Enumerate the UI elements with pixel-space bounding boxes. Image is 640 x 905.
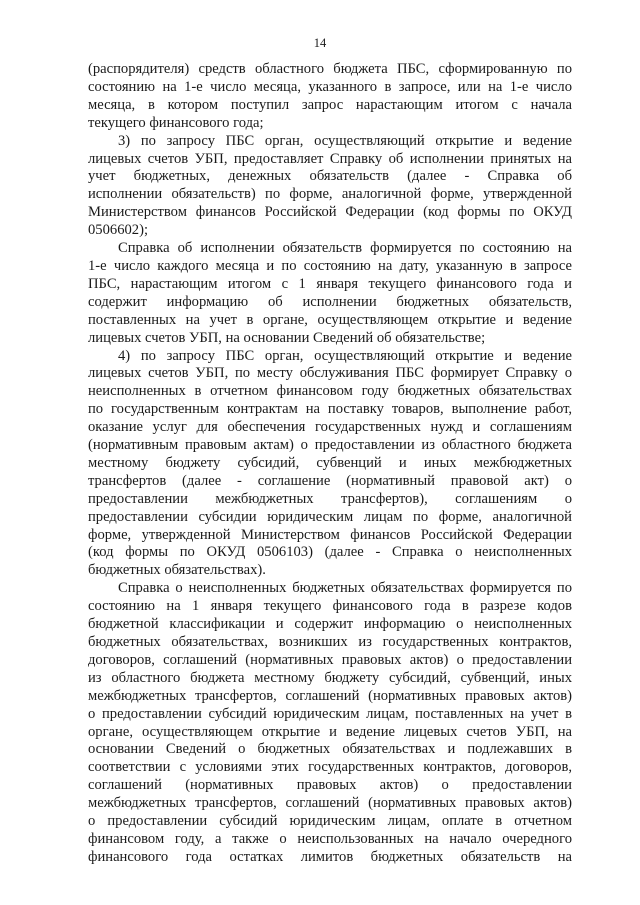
text-line: 4) по запросу ПБС орган, осуществляющий открытие и ведение — [118, 347, 572, 364]
text-line: трансфертов (далее - соглашение (нормативный правовой акт) о — [88, 472, 572, 489]
text-line: лицевых счетов УБП, по месту обслуживания ПБС формирует Справку о — [88, 365, 572, 382]
text-line: лицевых счетов УБП, предоставляет Справку об исполнении принятых на — [88, 150, 572, 167]
paragraph-item-4 — [88, 348, 572, 581]
page-number: 14 — [313, 36, 327, 50]
text-line: 0506602); — [88, 222, 148, 239]
text-line: межбюджетных трансфертов, соглашений (нормативных правовых актов) — [88, 687, 572, 704]
text-line: форме, утвержденной Министерством финансов Российской Федерации — [88, 526, 572, 543]
text-line: лицевых счетов УБП, на основании Сведений об обязательстве; — [88, 329, 486, 346]
text-line: бюджетных обязательствах, возникших из государственных контрактов, — [88, 634, 572, 650]
paragraph-unfulfilled-report — [88, 580, 572, 867]
text-line: (распорядителя) средств областного бюджета ПБС, сформированную по — [88, 61, 572, 77]
text-line: финансового года остатках лимитов бюджетных обязательств на — [88, 848, 572, 865]
text-line: основании Сведений о бюджетных обязательствах и подлежавших в — [88, 741, 572, 758]
text-line: оказание услуг для обеспечения государственных нужд и соглашениям — [88, 419, 572, 436]
text-line: о предоставлении субсидий юридическим лицам, поставленных на учет в — [88, 705, 572, 722]
text-line: соглашений (нормативных правовых актов) о предоставлении — [88, 777, 572, 794]
text-line: предоставлении субсидии юридическим лицам по форме, аналогичной — [88, 508, 572, 525]
text-line: состоянию на 1 января текущего финансового года в разрезе кодов — [88, 598, 572, 615]
text-line: ПБС, нарастающим итогом с 1 января текущего финансового года и — [88, 275, 572, 292]
text-line: поставленных на учет в органе, осуществляющем открытие и ведение — [88, 311, 572, 328]
text-line: о предоставлении субсидий юридическим лицам, оплате в отчетном — [88, 813, 572, 830]
text-line: Справка об исполнении обязательств формируется по состоянию на — [118, 240, 572, 257]
paragraph-obligations-report — [88, 240, 572, 347]
text-line: 1-е число каждого месяца и по состоянию на дату, указанную в запросе — [88, 257, 572, 274]
document-body — [88, 61, 572, 867]
text-line: учет бюджетных, денежных обязательств (далее - Справка об — [88, 168, 572, 185]
text-line: Министерством финансов Российской Федерации (код формы по ОКУД — [88, 204, 572, 221]
text-line: Справка о неисполненных бюджетных обязательствах формируется по — [118, 580, 572, 597]
text-line: (код формы по ОКУД 0506103) (далее - Справка о неисполненных — [88, 544, 572, 561]
paragraph-continuation — [88, 61, 572, 133]
text-line: по государственным контрактам на поставку товаров, выполнение работ, — [88, 401, 572, 418]
text-line: местному бюджету субсидий, субвенций и иных межбюджетных — [88, 454, 572, 471]
text-line: предоставлении межбюджетных трансфертов), соглашениям о — [88, 490, 572, 507]
text-line: состоянию на 1-е число месяца, указанного в запросе, или на 1-е число — [88, 78, 572, 95]
text-line: финансовом году, а также о неиспользованных на начало очередного — [88, 830, 572, 847]
paragraph-item-3 — [88, 133, 572, 240]
text-line: содержит информацию об исполнении бюджетных обязательств, — [88, 293, 572, 310]
text-line: неисполненных в отчетном финансовом году бюджетных обязательствах — [88, 383, 572, 400]
text-line: договоров, соглашений (нормативных правовых актов) о предоставлении — [88, 651, 572, 668]
text-line: бюджетных обязательствах). — [88, 562, 266, 579]
text-line: месяца, в котором поступил запрос нарастающим итогом с начала — [88, 96, 572, 113]
text-line: 3) по запросу ПБС орган, осуществляющий открытие и ведение — [118, 132, 572, 149]
text-line: органе, осуществляющем открытие и ведение лицевых счетов УБП, на — [88, 723, 572, 740]
text-line: (нормативным правовым актам) о предоставлении из областного бюджета — [88, 437, 572, 454]
text-line: исполнении обязательств) по форме, аналогичной форме, утвержденной — [88, 186, 572, 203]
text-line: из областного бюджета местному бюджету субсидий, субвенций, иных — [88, 669, 572, 686]
text-line: межбюджетных трансфертов, соглашений (нормативных правовых актов) — [88, 795, 572, 812]
text-line: текущего финансового года; — [88, 114, 264, 131]
text-line: бюджетной классификации и содержит информацию о неисполненных — [88, 616, 572, 633]
text-line: соответствии с условиями этих государственных контрактов, договоров, — [88, 759, 572, 776]
